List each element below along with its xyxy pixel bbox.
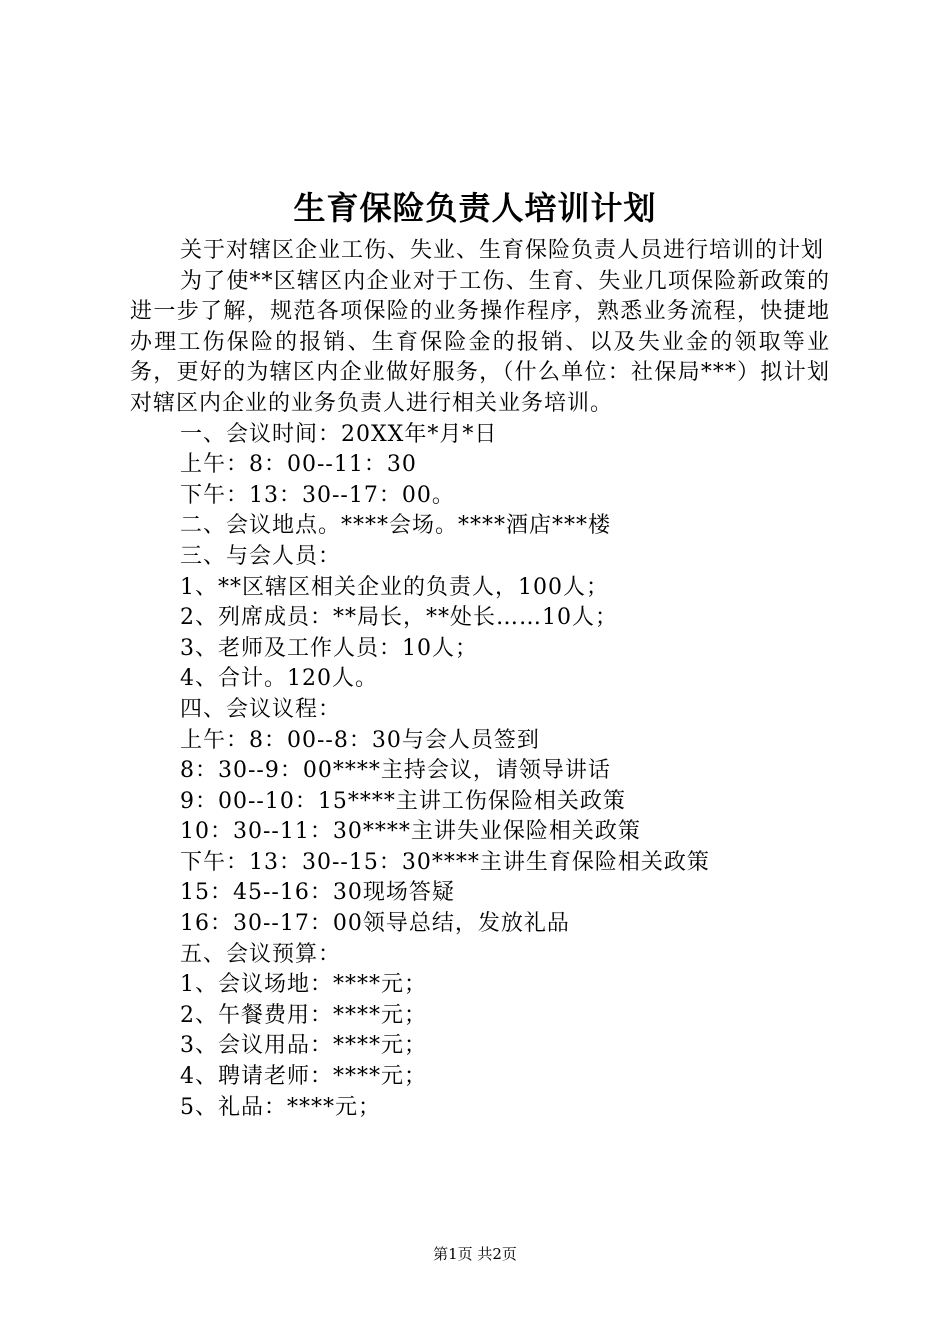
intro-paragraph: 关于对辖区企业工伤、失业、生育保险负责人员进行培训的计划 <box>180 238 825 263</box>
agenda-item: 10：30--11：30****主讲失业保险相关政策 <box>180 819 641 845</box>
document-title: 生育保险负责人培训计划 <box>293 189 657 227</box>
afternoon-time: 下午：13：30--17：00。 <box>180 482 455 508</box>
agenda-item: 下午：13：30--15：30****主讲生育保险相关政策 <box>180 849 710 875</box>
agenda-item: 9：00--10：15****主讲工伤保险相关政策 <box>180 788 626 814</box>
agenda-heading: 四、会议议程： <box>180 696 342 722</box>
purpose-paragraph: 为了使**区辖区内企业对于工伤、生育、失业几项保险新政策的进一步了解，规范各项保险的业务操作程序，熟悉业务流程，快捷地办理工伤保险的报销、生育保险金的报销、以及失业金的领取等业务，更好的为辖区内企业做好服务，（什么单位：社保局***）拟计划对辖区内企业的业务负责人进行相关业务培训。 <box>130 268 830 416</box>
budget-item: 2、午餐费用：****元； <box>180 1002 427 1028</box>
agenda-item: 16：30--17：00领导总结，发放礼品 <box>180 911 570 937</box>
meeting-location: 二、会议地点。****会场。****酒店***楼 <box>180 513 612 539</box>
morning-time: 上午：8：00--11：30 <box>180 452 417 478</box>
attendees-heading: 三、与会人员： <box>180 543 342 569</box>
budget-heading: 五、会议预算： <box>180 941 342 967</box>
meeting-time-heading: 一、会议时间：20XX年*月*日 <box>180 421 498 447</box>
attendee-total: 4、合计。120人。 <box>180 666 378 692</box>
page-footer: 第1页 共2页 <box>433 1245 517 1263</box>
document-body <box>130 236 830 1123</box>
attendee-item: 2、列席成员：**局长，**处长……10人； <box>180 605 618 631</box>
attendee-item: 3、老师及工作人员：10人； <box>180 635 478 661</box>
agenda-item: 上午：8：00--8：30与会人员签到 <box>180 727 540 753</box>
budget-item: 4、聘请老师：****元； <box>180 1064 427 1090</box>
budget-item: 3、会议用品：****元； <box>180 1033 427 1059</box>
budget-item: 1、会议场地：****元； <box>180 972 427 998</box>
budget-item: 5、礼品：****元； <box>180 1094 381 1120</box>
attendee-item: 1、**区辖区相关企业的负责人，100人； <box>180 574 609 600</box>
agenda-item: 8：30--9：00****主持会议，请领导讲话 <box>180 758 611 784</box>
agenda-item: 15：45--16：30现场答疑 <box>180 880 455 906</box>
